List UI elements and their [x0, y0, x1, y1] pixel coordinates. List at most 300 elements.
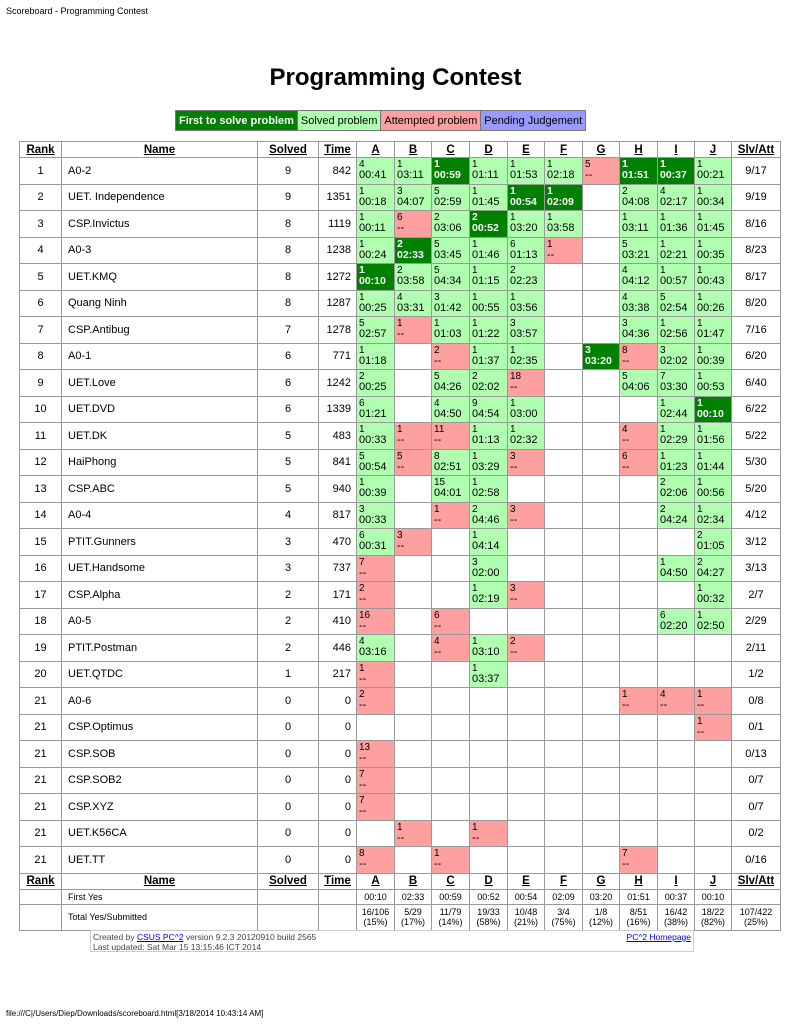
attempts-count: 3 [510, 450, 516, 462]
problem-cell-solved [357, 237, 395, 264]
problem-cell [470, 794, 508, 821]
attempts-count: 11 [434, 424, 445, 435]
attempts-count: 2 [397, 265, 403, 276]
time-cell: 0 [319, 741, 357, 768]
team-name: UET. Independence [62, 184, 258, 211]
problem-cell-solved [508, 237, 545, 264]
team-name: Quang Ninh [62, 290, 258, 317]
attempts-count: 1 [510, 212, 516, 223]
rank-cell: 21 [20, 794, 62, 821]
footcol-problem-d: D [470, 873, 508, 889]
problem-cell [658, 820, 695, 847]
attempts-count: 2 [397, 237, 403, 250]
attempts-count: 2 [697, 556, 703, 568]
solved-cell: 0 [258, 714, 319, 741]
problem-cell-solved [357, 396, 395, 423]
problem-cell-solved [357, 211, 395, 238]
solved-cell: 6 [258, 343, 319, 370]
attempts-count: 1 [547, 212, 553, 223]
first-yes-time: 00:52 [470, 889, 508, 904]
homepage-link[interactable]: PC^2 Homepage [626, 932, 691, 942]
attempts-count: 1 [397, 318, 403, 329]
problem-cell [395, 608, 432, 635]
team-name: CSP.Alpha [62, 582, 258, 609]
problem-cell-solved [695, 317, 732, 344]
problem-cell-attempted [432, 635, 470, 662]
col-problem-j: J [695, 142, 732, 158]
problem-cell-solved [470, 423, 508, 450]
rank-cell: 18 [20, 608, 62, 635]
solve-time: 02:50 [697, 619, 725, 632]
attempts-count: 1 [397, 424, 403, 435]
slv-att-cell: 2/11 [732, 635, 781, 662]
problem-cell-solved [395, 158, 432, 185]
legend [175, 110, 586, 131]
problem-cell [508, 847, 545, 874]
solve-time: 01:47 [697, 328, 725, 340]
footcol-problem-c: C [432, 873, 470, 889]
problem-cell [583, 661, 620, 688]
solve-time: -- [359, 619, 367, 632]
first-yes-time: 02:33 [395, 889, 432, 904]
solve-time: -- [434, 646, 442, 658]
solve-time: 03:45 [434, 248, 462, 261]
problem-cell-solved [658, 184, 695, 211]
attempts-count: 1 [472, 450, 478, 462]
problem-cell-solved [470, 343, 508, 370]
attempts-count: 1 [510, 291, 516, 303]
solve-time: 01:22 [472, 328, 500, 340]
attempts-count: 1 [472, 477, 478, 488]
solve-time: -- [359, 672, 367, 685]
rank-cell: 21 [20, 820, 62, 847]
attempts-count: 3 [359, 503, 365, 515]
problem-cell-solved [658, 343, 695, 370]
solve-time: 02:20 [660, 619, 688, 632]
problem-cell-solved [695, 343, 732, 370]
problem-cell [583, 423, 620, 450]
solve-time: 01:21 [359, 407, 387, 420]
problem-cell [583, 767, 620, 794]
time-cell: 0 [319, 714, 357, 741]
problem-cell [470, 714, 508, 741]
solve-time: -- [434, 619, 442, 632]
attempts-count: 1 [472, 821, 478, 833]
total-ratio: 11/79 [439, 907, 462, 917]
solve-time: 04:14 [472, 540, 500, 552]
problem-cell-solved [620, 370, 658, 397]
solve-time: 04:36 [622, 328, 650, 340]
legend-solved: Solved problem [297, 111, 380, 131]
attempts-count: 4 [660, 689, 666, 700]
team-name: A0-1 [62, 343, 258, 370]
col-problem-a: A [357, 142, 395, 158]
problem-cell [583, 529, 620, 556]
problem-cell [695, 661, 732, 688]
problem-cell [583, 741, 620, 768]
solve-time: -- [660, 699, 668, 711]
solve-time: 04:08 [622, 195, 650, 208]
team-row [20, 211, 781, 238]
problem-cell [695, 635, 732, 662]
time-cell: 771 [319, 343, 357, 370]
attempts-count: 1 [472, 636, 478, 647]
window-title: Scoreboard - Programming Contest [6, 6, 149, 16]
problem-cell-solved [658, 555, 695, 582]
solve-time: -- [434, 434, 442, 446]
solve-time: 00:18 [359, 195, 387, 208]
problem-cell [395, 555, 432, 582]
attempts-count: 1 [472, 291, 478, 303]
problem-cell [583, 555, 620, 582]
total-ratio: 10/48 [514, 907, 538, 917]
attempts-count: 1 [359, 291, 365, 303]
solve-time: 00:33 [359, 513, 387, 526]
problem-cell-attempted [432, 608, 470, 635]
problem-cell [470, 767, 508, 794]
solve-time: -- [434, 513, 442, 526]
problem-cell [395, 476, 432, 503]
rank-cell: 21 [20, 847, 62, 874]
attempts-count: 1 [660, 265, 666, 276]
solve-time: 02:56 [660, 328, 688, 340]
team-row [20, 794, 781, 821]
problem-cell-solved [658, 449, 695, 476]
attempts-count: 3 [434, 291, 440, 303]
rank-cell: 20 [20, 661, 62, 688]
total-percent: (12%) [588, 917, 613, 927]
problem-cell [583, 688, 620, 715]
solved-cell: 6 [258, 370, 319, 397]
solve-time: -- [622, 434, 630, 446]
total-cell [432, 904, 470, 930]
solved-cell: 0 [258, 741, 319, 768]
slv-att-cell: 9/19 [732, 184, 781, 211]
total-cell [508, 904, 545, 930]
solve-time: 01:36 [660, 222, 688, 234]
rank-cell: 21 [20, 741, 62, 768]
solve-time: 02:02 [472, 381, 500, 393]
problem-cell [620, 741, 658, 768]
team-name: PTIT.Postman [62, 635, 258, 662]
footcol-problem-f: F [545, 873, 583, 889]
problem-cell [658, 794, 695, 821]
attempts-count: 13 [359, 742, 371, 753]
problem-cell [583, 449, 620, 476]
problem-cell [583, 820, 620, 847]
team-row [20, 290, 781, 317]
attempts-count: 2 [472, 503, 478, 515]
attempts-count: 7 [359, 795, 365, 806]
solve-time: -- [397, 222, 405, 234]
problem-cell [395, 688, 432, 715]
solve-time: 02:09 [547, 195, 574, 208]
attempts-count: 6 [397, 212, 403, 223]
slv-att-cell: 0/1 [732, 714, 781, 741]
problem-cell-solved [545, 158, 583, 185]
csus-link[interactable]: CSUS PC^2 [136, 932, 184, 942]
attempts-count: 8 [622, 344, 628, 356]
attempts-count: 1 [697, 185, 703, 197]
problem-cell [620, 529, 658, 556]
problem-cell-solved [695, 370, 732, 397]
rank-cell: 8 [20, 343, 62, 370]
first-yes-time: 00:54 [508, 889, 545, 904]
problem-cell-attempted [395, 449, 432, 476]
solve-time: 04:54 [472, 407, 500, 420]
solved-cell: 0 [258, 767, 319, 794]
attempts-count: 1 [660, 158, 666, 170]
col-problem-c: C [432, 142, 470, 158]
problem-cell-solved [432, 290, 470, 317]
attempts-count: 4 [434, 636, 440, 647]
solve-time: 03:57 [510, 328, 538, 340]
problem-cell-solved [470, 449, 508, 476]
solve-time: 02:44 [660, 407, 688, 420]
time-cell: 1287 [319, 290, 357, 317]
problem-cell [432, 529, 470, 556]
solve-time: 00:21 [697, 169, 725, 181]
slv-att-cell: 0/2 [732, 820, 781, 847]
footcol-problem-h: H [620, 873, 658, 889]
problem-cell-attempted [545, 237, 583, 264]
problem-cell-solved [395, 184, 432, 211]
problem-cell-attempted [395, 317, 432, 344]
solve-time: 02:29 [660, 434, 688, 446]
attempts-count: 3 [622, 318, 628, 329]
problem-cell-attempted [583, 158, 620, 185]
solve-time: -- [622, 460, 630, 473]
attempts-count: 1 [697, 318, 703, 329]
first-yes-time: 00:59 [432, 889, 470, 904]
team-name: CSP.Optimus [62, 714, 258, 741]
footcol-problem-e: E [508, 873, 545, 889]
total-slv-att [732, 904, 781, 930]
problem-cell-solved [508, 158, 545, 185]
team-name: UET.K56CA [62, 820, 258, 847]
slv-att-cell: 5/30 [732, 449, 781, 476]
solve-time: -- [359, 699, 367, 711]
problem-cell [432, 767, 470, 794]
time-cell: 410 [319, 608, 357, 635]
problem-cell-solved [357, 423, 395, 450]
problem-cell [395, 767, 432, 794]
problem-cell-attempted [395, 820, 432, 847]
problem-cell-attempted [658, 688, 695, 715]
problem-cell-solved [470, 661, 508, 688]
problem-cell-attempted [432, 847, 470, 874]
attempts-count: 1 [622, 212, 628, 223]
rank-cell: 10 [20, 396, 62, 423]
problem-cell [395, 370, 432, 397]
problem-cell-solved [508, 343, 545, 370]
team-row [20, 767, 781, 794]
attempts-count: 1 [697, 396, 703, 409]
problem-cell-solved [658, 608, 695, 635]
footcol-problem-g: G [583, 873, 620, 889]
problem-cell [620, 794, 658, 821]
total-ratio: 1/8 [594, 907, 608, 917]
problem-cell-attempted [432, 423, 470, 450]
solve-time: 02:18 [547, 169, 575, 181]
problem-cell-first [357, 264, 395, 291]
solve-time: 00:32 [697, 593, 725, 605]
attempts-count: 1 [434, 848, 440, 859]
problem-cell [545, 396, 583, 423]
team-name: UET.TT [62, 847, 258, 874]
legend-attempted: Attempted problem [381, 111, 481, 131]
team-row [20, 688, 781, 715]
problem-cell-attempted [508, 370, 545, 397]
footcol-problem-i: I [658, 873, 695, 889]
solve-time: 04:50 [660, 566, 688, 579]
solve-time: -- [510, 646, 518, 658]
total-percent: (25%) [743, 917, 768, 927]
problem-cell [395, 741, 432, 768]
attempts-count: 3 [585, 343, 591, 356]
team-row [20, 741, 781, 768]
problem-cell [695, 767, 732, 794]
attempts-count: 1 [697, 238, 703, 250]
time-cell: 940 [319, 476, 357, 503]
created-prefix: Created by [93, 932, 137, 942]
problem-cell [545, 741, 583, 768]
attempts-count: 4 [359, 636, 365, 647]
solved-cell: 3 [258, 529, 319, 556]
team-row [20, 237, 781, 264]
solve-time: -- [510, 513, 518, 526]
slv-att-cell: 8/23 [732, 237, 781, 264]
problem-cell-attempted [357, 661, 395, 688]
solve-time: 00:41 [359, 169, 387, 181]
problem-cell-solved [470, 502, 508, 529]
solve-time: 02:35 [510, 354, 538, 367]
attempts-count: 1 [697, 344, 703, 356]
problem-cell-attempted [357, 555, 395, 582]
attempts-count: 1 [434, 503, 440, 515]
problem-cell-first [620, 158, 658, 185]
problem-cell [545, 635, 583, 662]
problem-cell [432, 688, 470, 715]
team-row [20, 423, 781, 450]
blank-cell [319, 904, 357, 930]
team-name: A0-5 [62, 608, 258, 635]
attempts-count: 1 [660, 424, 666, 435]
solve-time: 03:00 [510, 407, 538, 420]
solved-cell: 5 [258, 449, 319, 476]
problem-cell [583, 502, 620, 529]
problem-cell [395, 714, 432, 741]
slv-att-cell: 0/13 [732, 741, 781, 768]
attempts-count: 1 [434, 318, 440, 329]
problem-cell-attempted [357, 767, 395, 794]
solved-cell: 6 [258, 396, 319, 423]
team-row [20, 317, 781, 344]
total-cell [357, 904, 395, 930]
solve-time: 00:25 [359, 381, 387, 393]
team-row [20, 555, 781, 582]
problem-cell-solved [620, 237, 658, 264]
attempts-count: 5 [660, 291, 666, 303]
attempts-count: 3 [510, 583, 516, 594]
team-name: CSP.XYZ [62, 794, 258, 821]
problem-cell-attempted [357, 582, 395, 609]
solved-cell: 0 [258, 820, 319, 847]
problem-cell-attempted [620, 423, 658, 450]
problem-cell [545, 847, 583, 874]
problem-cell [583, 237, 620, 264]
problem-cell [695, 794, 732, 821]
problem-cell [583, 370, 620, 397]
solve-time: 03:21 [622, 248, 650, 261]
problem-cell [470, 847, 508, 874]
team-row [20, 476, 781, 503]
attempts-count: 5 [622, 238, 628, 250]
attempts-count: 1 [359, 212, 365, 223]
solved-cell: 0 [258, 794, 319, 821]
solve-time: 01:05 [697, 540, 725, 552]
attempts-count: 4 [397, 291, 403, 303]
problem-cell-attempted [508, 449, 545, 476]
attempts-count: 2 [660, 477, 666, 488]
problem-cell-solved [357, 529, 395, 556]
problem-cell-attempted [695, 714, 732, 741]
problem-cell-first [545, 184, 583, 211]
team-row [20, 661, 781, 688]
slv-att-cell: 1/2 [732, 661, 781, 688]
solve-time: 03:16 [359, 646, 387, 658]
attempts-count: 1 [510, 424, 516, 435]
problem-cell-attempted [432, 343, 470, 370]
team-row [20, 608, 781, 635]
problem-cell-solved [620, 184, 658, 211]
solve-time: 00:35 [697, 248, 725, 261]
team-name: CSP.Invictus [62, 211, 258, 238]
slv-att-cell: 0/7 [732, 767, 781, 794]
solve-time: 01:37 [472, 354, 500, 367]
solve-time: 02:23 [510, 275, 538, 287]
solve-time: 03:37 [472, 672, 500, 685]
time-cell: 0 [319, 794, 357, 821]
problem-cell [695, 847, 732, 874]
solve-time: 02:00 [472, 566, 500, 579]
solve-time: 00:33 [359, 434, 387, 446]
rank-cell: 15 [20, 529, 62, 556]
problem-cell [395, 502, 432, 529]
problem-cell [508, 688, 545, 715]
first-yes-time: 02:09 [545, 889, 583, 904]
problem-cell-attempted [432, 502, 470, 529]
attempts-count: 1 [697, 503, 703, 515]
team-name: UET.QTDC [62, 661, 258, 688]
problem-cell [508, 714, 545, 741]
problem-cell [508, 555, 545, 582]
attempts-count: 1 [697, 371, 703, 382]
problem-cell-attempted [357, 847, 395, 874]
problem-cell-solved [357, 158, 395, 185]
solved-cell: 0 [258, 688, 319, 715]
attempts-count: 5 [434, 185, 440, 197]
problem-cell-solved [508, 423, 545, 450]
team-name: A0-3 [62, 237, 258, 264]
attempts-count: 2 [660, 503, 666, 515]
solve-time: 02:54 [660, 301, 688, 314]
solve-time: 01:45 [472, 195, 500, 208]
solve-time: 03:56 [510, 301, 538, 314]
time-cell: 1242 [319, 370, 357, 397]
problem-cell-attempted [508, 582, 545, 609]
col-problem-d: D [470, 142, 508, 158]
